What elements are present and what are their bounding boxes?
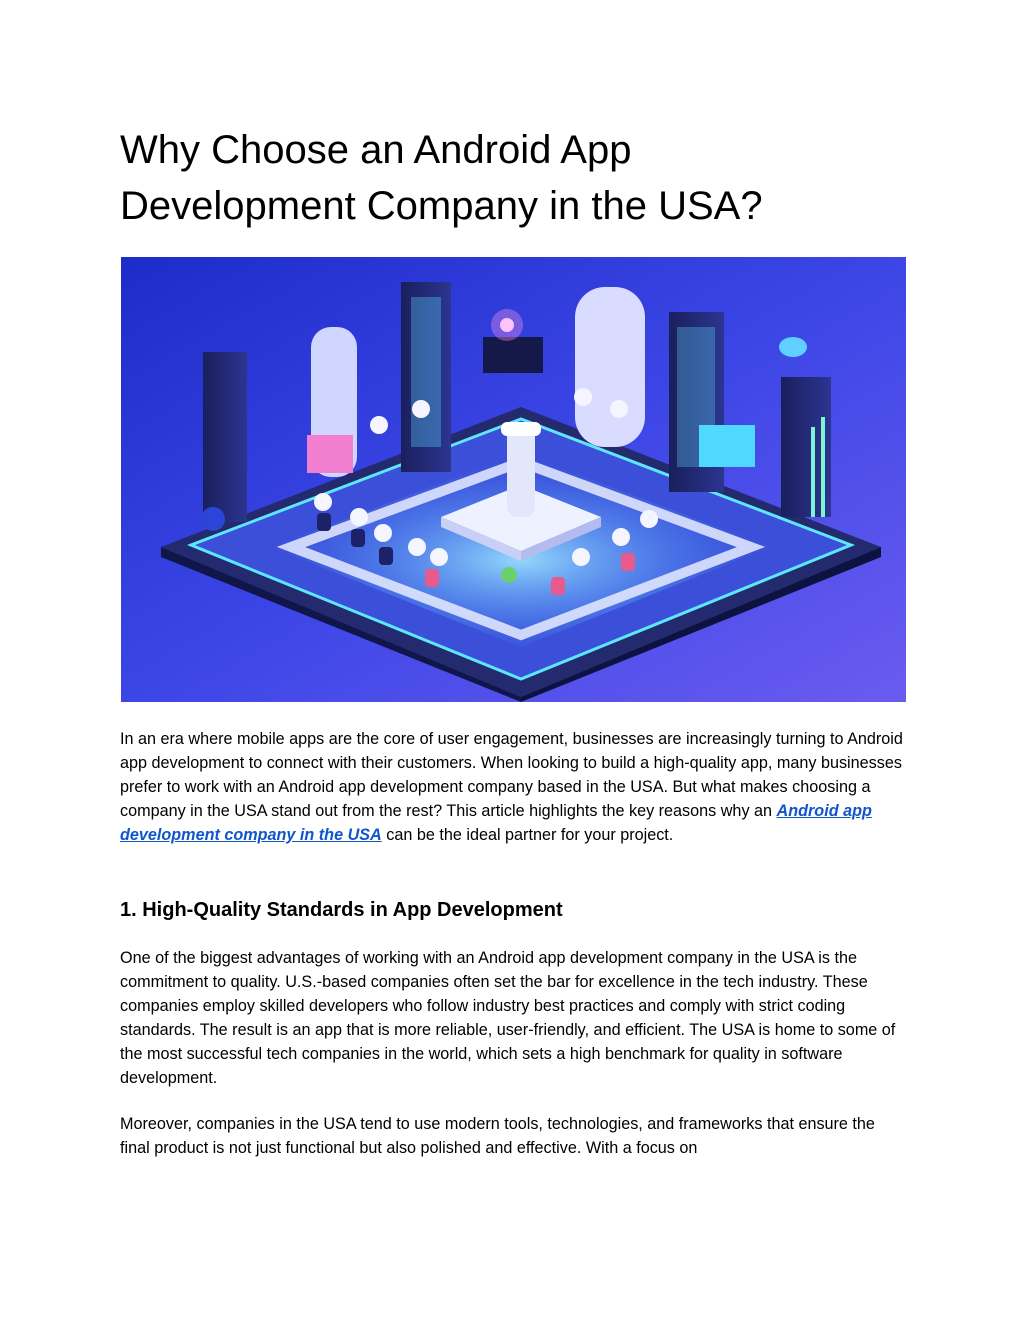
intro-paragraph [120,727,906,847]
section1-paragraph1: One of the biggest advantages of working with an Android app development company in the USA is the commitment to quality. U.S.-based companies often set the bar for excellence in the tech industry. These companies employ skilled developers who follow industry best practices and comply with strict coding standards. The result is an app that is more reliable, user-friendly, and efficient. The USA is home to some of the most successful tech companies in the world, which sets a high benchmark for quality in software development. [120,949,896,1087]
article-title-line1: Why Choose an Android App [120,128,632,172]
article-title-line2: Development Company in the USA? [120,184,763,228]
article-title [120,122,920,234]
intro-text-after-link: can be the ideal partner for your project. [381,826,674,844]
section1-paragraph2: Moreover, companies in the USA tend to use modern tools, technologies, and frameworks that ensure the final product is not just functional but also polished and effective. With a focus on [120,1115,875,1157]
isometric-tech-office-illustration [121,257,906,702]
intro-text-before-link: In an era where mobile apps are the core of user engagement, businesses are increasingly turning to Android app development to connect with their customers. When looking to build a high-quality app, many businesses prefer to work with an Android app development company based in the USA. But what makes choosing a company in the USA stand out from the rest? This article highlights the key reasons why an [120,730,903,820]
hero-image [121,257,906,702]
section1-heading: 1. High-Quality Standards in App Development [120,899,563,921]
android-app-development-link[interactable]: Android app development company in the USA [120,802,872,844]
